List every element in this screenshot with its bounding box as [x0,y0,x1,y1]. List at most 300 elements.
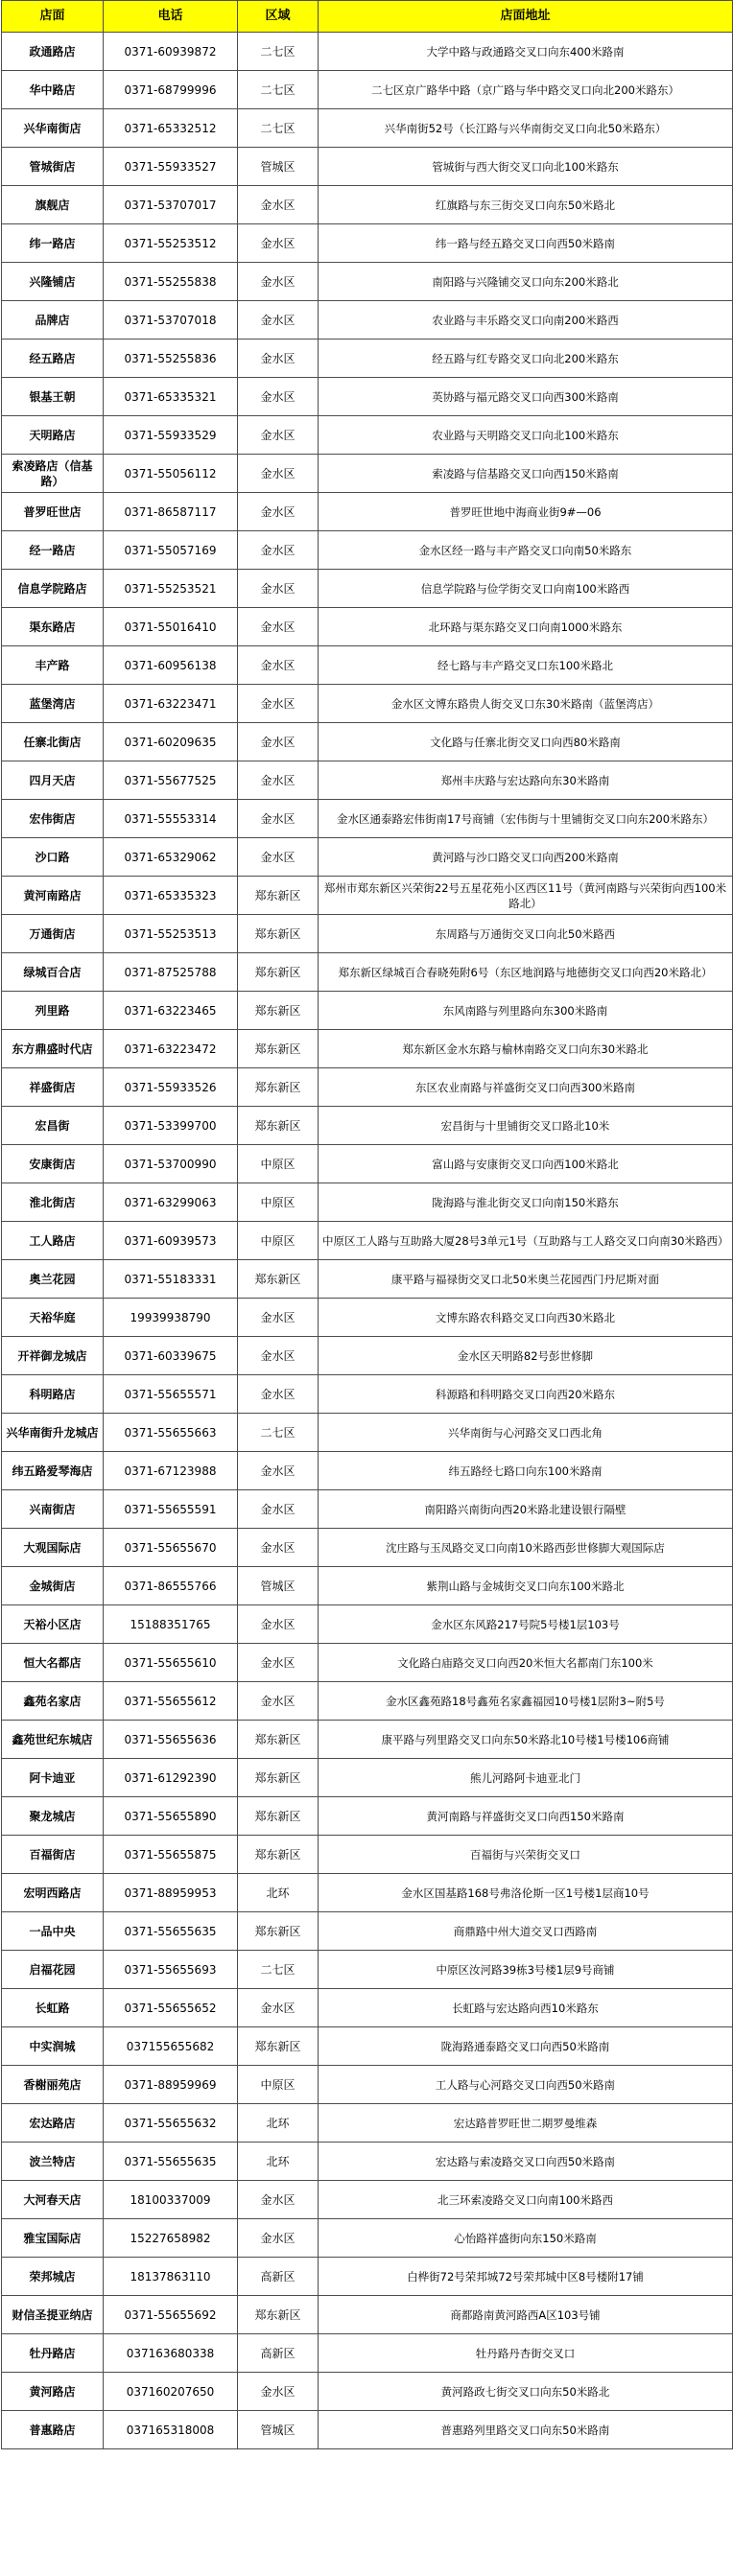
address-cell: 索凌路与信基路交叉口向西150米路南 [319,455,733,493]
table-row [2,1030,733,1068]
address-cell: 郑州丰庆路与宏达路向东30米路南 [319,761,733,800]
store-name-cell: 宏明西路店 [2,1874,104,1912]
phone-cell: 0371-55933526 [104,1068,238,1107]
table-row [2,608,733,646]
address-cell: 金水区通泰路宏伟街南17号商铺（宏伟街与十里铺街交叉口向东200米路东） [319,800,733,838]
address-cell: 红旗路与东三街交叉口向东50米路北 [319,186,733,224]
table-row [2,685,733,723]
table-row [2,1989,733,2027]
area-cell: 郑东新区 [238,1836,319,1874]
phone-cell: 0371-65335321 [104,378,238,416]
phone-cell: 0371-53399700 [104,1107,238,1145]
store-name-cell: 纬一路店 [2,224,104,263]
phone-cell: 037155655682 [104,2027,238,2066]
phone-cell: 0371-55933527 [104,148,238,186]
table-row [2,1068,733,1107]
phone-cell: 0371-60956138 [104,646,238,685]
store-name-cell: 纬五路爱琴海店 [2,1452,104,1490]
address-cell: 熊儿河路阿卡迪亚北门 [319,1759,733,1797]
store-name-cell: 普惠路店 [2,2411,104,2449]
store-name-cell: 绿城百合店 [2,953,104,992]
store-name-cell: 兴隆铺店 [2,263,104,301]
table-row [2,340,733,378]
store-name-cell: 淮北街店 [2,1183,104,1222]
area-cell: 金水区 [238,761,319,800]
area-cell: 金水区 [238,838,319,877]
table-row [2,723,733,761]
address-cell: 牡丹路丹杏街交叉口 [319,2334,733,2373]
table-row [2,877,733,915]
phone-cell: 0371-55655890 [104,1797,238,1836]
address-cell: 沈庄路与玉凤路交叉口向南10米路西彭世修脚大观国际店 [319,1529,733,1567]
phone-cell: 0371-55183331 [104,1260,238,1299]
table-row [2,2104,733,2143]
address-cell: 南阳路兴南街向西20米路北建设银行隔壁 [319,1490,733,1529]
address-cell: 农业路与丰乐路交叉口向南200米路西 [319,301,733,340]
address-cell: 南阳路与兴隆铺交叉口向东200米路北 [319,263,733,301]
table-row [2,531,733,570]
area-cell: 金水区 [238,340,319,378]
area-cell: 北环 [238,2104,319,2143]
phone-cell: 0371-55655652 [104,1989,238,2027]
store-name-cell: 任寨北街店 [2,723,104,761]
address-cell: 二七区京广路华中路（京广路与华中路交叉口向北200米路东） [319,71,733,109]
table-row [2,1375,733,1414]
phone-cell: 0371-68799996 [104,71,238,109]
table-row [2,1529,733,1567]
address-cell: 宏达路普罗旺世二期罗曼维森 [319,2104,733,2143]
address-cell: 紫荆山路与金城街交叉口向东100米路北 [319,1567,733,1605]
store-name-cell: 东方鼎盛时代店 [2,1030,104,1068]
store-name-cell: 大河春天店 [2,2181,104,2219]
area-cell: 二七区 [238,1951,319,1989]
address-cell: 金水区经一路与丰产路交叉口向南50米路东 [319,531,733,570]
store-name-cell: 黄河南路店 [2,877,104,915]
store-name-cell: 品牌店 [2,301,104,340]
phone-cell: 0371-55655610 [104,1644,238,1682]
address-cell: 兴华南街与心河路交叉口西北角 [319,1414,733,1452]
address-cell: 郑东新区金水东路与榆林南路交叉口向东30米路北 [319,1030,733,1068]
area-cell: 高新区 [238,2258,319,2296]
table-row [2,2066,733,2104]
table-row [2,2411,733,2449]
store-name-cell: 蓝堡湾店 [2,685,104,723]
area-cell: 二七区 [238,33,319,71]
area-cell: 二七区 [238,109,319,148]
phone-cell: 0371-55655591 [104,1490,238,1529]
table-row [2,186,733,224]
table-row [2,953,733,992]
address-cell: 文博东路农科路交叉口向西30米路北 [319,1299,733,1337]
store-name-cell: 四月天店 [2,761,104,800]
phone-cell: 0371-60209635 [104,723,238,761]
area-cell: 郑东新区 [238,1068,319,1107]
address-cell: 文化路白庙路交叉口向西20米恒大名都南门东100米 [319,1644,733,1682]
phone-cell: 0371-55655635 [104,1912,238,1951]
header-phone: 电话 [104,1,238,33]
store-name-cell: 经五路店 [2,340,104,378]
area-cell: 金水区 [238,1989,319,2027]
area-cell: 金水区 [238,531,319,570]
phone-cell: 0371-61292390 [104,1759,238,1797]
table-row [2,263,733,301]
phone-cell: 0371-63223471 [104,685,238,723]
table-row [2,1951,733,1989]
phone-cell: 0371-63223472 [104,1030,238,1068]
phone-cell: 0371-88959969 [104,2066,238,2104]
store-name-cell: 中实润城 [2,2027,104,2066]
table-row [2,992,733,1030]
address-cell: 文化路与任寨北街交叉口向西80米路南 [319,723,733,761]
phone-cell: 0371-55655635 [104,2143,238,2181]
store-name-cell: 信息学院路店 [2,570,104,608]
store-name-cell: 渠东路店 [2,608,104,646]
store-name-cell: 兴华南街店 [2,109,104,148]
table-row [2,1759,733,1797]
table-row [2,71,733,109]
area-cell: 金水区 [238,224,319,263]
table-row [2,2219,733,2258]
phone-cell: 0371-55677525 [104,761,238,800]
phone-cell: 0371-55253521 [104,570,238,608]
phone-cell: 037160207650 [104,2373,238,2411]
store-name-cell: 香榭丽苑店 [2,2066,104,2104]
store-name-cell: 管城街店 [2,148,104,186]
table-row [2,1874,733,1912]
phone-cell: 0371-53700990 [104,1145,238,1183]
table-row [2,1912,733,1951]
address-cell: 宏昌街与十里铺街交叉口路北10米 [319,1107,733,1145]
phone-cell: 0371-86587117 [104,493,238,531]
address-cell: 郑东新区绿城百合春晓苑附6号（东区地润路与地德街交叉口向西20米路北） [319,953,733,992]
store-name-cell: 启福花园 [2,1951,104,1989]
address-cell: 郑州市郑东新区兴荣街22号五星花苑小区西区11号（黄河南路与兴荣街向西100米路北） [319,877,733,915]
table-row [2,109,733,148]
address-cell: 心怡路祥盛街向东150米路南 [319,2219,733,2258]
address-cell: 北环路与渠东路交叉口向南1000米路东 [319,608,733,646]
store-name-cell: 黄河路店 [2,2373,104,2411]
table-row [2,301,733,340]
phone-cell: 0371-88959953 [104,1874,238,1912]
area-cell: 郑东新区 [238,877,319,915]
address-cell: 信息学院路与俭学街交叉口向南100米路西 [319,570,733,608]
area-cell: 金水区 [238,1375,319,1414]
store-name-cell: 宏达路店 [2,2104,104,2143]
table-row [2,1836,733,1874]
area-cell: 郑东新区 [238,2027,319,2066]
table-row [2,1682,733,1721]
address-cell: 金水区文博东路贵人街交叉口东30米路南（蓝堡湾店） [319,685,733,723]
phone-cell: 0371-86555766 [104,1567,238,1605]
table-row [2,570,733,608]
phone-cell: 0371-55655612 [104,1682,238,1721]
area-cell: 郑东新区 [238,2296,319,2334]
area-cell: 金水区 [238,723,319,761]
address-cell: 长虹路与宏达路向西10米路东 [319,1989,733,2027]
address-cell: 纬一路与经五路交叉口向西50米路南 [319,224,733,263]
store-name-cell: 鑫苑名家店 [2,1682,104,1721]
table-row [2,1107,733,1145]
phone-cell: 0371-55057169 [104,531,238,570]
address-cell: 金水区天明路82号彭世修脚 [319,1337,733,1375]
address-cell: 白桦街72号荣邦城72号荣邦城中区8号楼附17铺 [319,2258,733,2296]
address-cell: 陇海路通泰路交叉口向西50米路南 [319,2027,733,2066]
table-row [2,493,733,531]
store-name-cell: 经一路店 [2,531,104,570]
area-cell: 郑东新区 [238,1107,319,1145]
address-cell: 富山路与安康街交叉口向西100米路北 [319,1145,733,1183]
area-cell: 管城区 [238,2411,319,2449]
store-name-cell: 旗舰店 [2,186,104,224]
phone-cell: 0371-55655670 [104,1529,238,1567]
table-row [2,1605,733,1644]
area-cell: 金水区 [238,2181,319,2219]
store-name-cell: 牡丹路店 [2,2334,104,2373]
table-row [2,1721,733,1759]
area-cell: 金水区 [238,186,319,224]
address-cell: 康平路与福禄街交叉口北50米奥兰花园西门丹尼斯对面 [319,1260,733,1299]
area-cell: 金水区 [238,416,319,455]
address-cell: 宏达路与索凌路交叉口向西50米路南 [319,2143,733,2181]
table-row [2,1797,733,1836]
area-cell: 北环 [238,1874,319,1912]
address-cell: 金水区鑫苑路18号鑫苑名家鑫福园10号楼1层附3~附5号 [319,1682,733,1721]
header-address: 店面地址 [319,1,733,33]
area-cell: 金水区 [238,1452,319,1490]
phone-cell: 15227658982 [104,2219,238,2258]
area-cell: 金水区 [238,685,319,723]
phone-cell: 0371-60339675 [104,1337,238,1375]
store-name-cell: 荣邦城店 [2,2258,104,2296]
address-cell: 金水区东风路217号院5号楼1层103号 [319,1605,733,1644]
area-cell: 金水区 [238,608,319,646]
phone-cell: 0371-55655663 [104,1414,238,1452]
store-list-table [1,0,733,2449]
phone-cell: 0371-65329062 [104,838,238,877]
header-row [2,1,733,33]
area-cell: 金水区 [238,2219,319,2258]
area-cell: 郑东新区 [238,915,319,953]
area-cell: 金水区 [238,263,319,301]
area-cell: 郑东新区 [238,1912,319,1951]
store-name-cell: 政通路店 [2,33,104,71]
phone-cell: 0371-53707018 [104,301,238,340]
area-cell: 金水区 [238,1490,319,1529]
phone-cell: 18100337009 [104,2181,238,2219]
table-row [2,378,733,416]
header-store-name: 店面 [2,1,104,33]
phone-cell: 0371-55655571 [104,1375,238,1414]
address-cell: 管城街与西大街交叉口向北100米路东 [319,148,733,186]
phone-cell: 0371-63223465 [104,992,238,1030]
store-name-cell: 阿卡迪亚 [2,1759,104,1797]
phone-cell: 037163680338 [104,2334,238,2373]
area-cell: 金水区 [238,1644,319,1682]
address-cell: 东区农业南路与祥盛街交叉口向西300米路南 [319,1068,733,1107]
address-cell: 黄河南路与祥盛街交叉口向西150米路南 [319,1797,733,1836]
address-cell: 黄河路政七街交叉口向东50米路北 [319,2373,733,2411]
address-cell: 商鼎路中州大道交叉口西路南 [319,1912,733,1951]
table-row [2,455,733,493]
table-row [2,2334,733,2373]
area-cell: 郑东新区 [238,953,319,992]
table-row [2,2296,733,2334]
phone-cell: 0371-55253512 [104,224,238,263]
store-name-cell: 恒大名都店 [2,1644,104,1682]
area-cell: 金水区 [238,570,319,608]
address-cell: 东周路与万通街交叉口向北50米路西 [319,915,733,953]
store-name-cell: 兴华南街升龙城店 [2,1414,104,1452]
area-cell: 金水区 [238,493,319,531]
address-cell: 工人路与心河路交叉口向西50米路南 [319,2066,733,2104]
table-row [2,915,733,953]
area-cell: 管城区 [238,1567,319,1605]
address-cell: 大学中路与政通路交叉口向东400米路南 [319,33,733,71]
area-cell: 郑东新区 [238,1721,319,1759]
area-cell: 金水区 [238,1682,319,1721]
address-cell: 东风南路与列里路向东300米路南 [319,992,733,1030]
phone-cell: 0371-55933529 [104,416,238,455]
store-name-cell: 普罗旺世店 [2,493,104,531]
area-cell: 郑东新区 [238,1797,319,1836]
area-cell: 金水区 [238,646,319,685]
store-name-cell: 聚龙城店 [2,1797,104,1836]
table-row [2,1222,733,1260]
area-cell: 北环 [238,2143,319,2181]
phone-cell: 0371-55655636 [104,1721,238,1759]
area-cell: 金水区 [238,2373,319,2411]
store-name-cell: 开祥御龙城店 [2,1337,104,1375]
table-row [2,224,733,263]
phone-cell: 0371-55016410 [104,608,238,646]
address-cell: 科源路和科明路交叉口向西20米路东 [319,1375,733,1414]
phone-cell: 0371-55255838 [104,263,238,301]
phone-cell: 0371-87525788 [104,953,238,992]
area-cell: 金水区 [238,1529,319,1567]
address-cell: 兴华南街52号（长江路与兴华南街交叉口向北50米路东） [319,109,733,148]
address-cell: 商都路南黄河路西A区103号铺 [319,2296,733,2334]
phone-cell: 19939938790 [104,1299,238,1337]
address-cell: 百福街与兴荣街交叉口 [319,1836,733,1874]
address-cell: 康平路与列里路交叉口向东50米路北10号楼1号楼106商铺 [319,1721,733,1759]
phone-cell: 0371-55255836 [104,340,238,378]
address-cell: 纬五路经七路口向东100米路南 [319,1452,733,1490]
area-cell: 金水区 [238,800,319,838]
area-cell: 金水区 [238,1605,319,1644]
area-cell: 中原区 [238,1222,319,1260]
store-name-cell: 沙口路 [2,838,104,877]
table-row [2,2181,733,2219]
area-cell: 金水区 [238,1337,319,1375]
store-name-cell: 宏伟街店 [2,800,104,838]
store-name-cell: 宏昌街 [2,1107,104,1145]
table-row [2,416,733,455]
table-row [2,1414,733,1452]
table-row [2,1644,733,1682]
area-cell: 管城区 [238,148,319,186]
store-name-cell: 天裕小区店 [2,1605,104,1644]
store-name-cell: 一品中央 [2,1912,104,1951]
address-cell: 中原区工人路与互助路大厦28号3单元1号（互助路与工人路交叉口向南30米路西） [319,1222,733,1260]
store-name-cell: 鑫苑世纪东城店 [2,1721,104,1759]
area-cell: 二七区 [238,1414,319,1452]
address-cell: 黄河路与沙口路交叉口向西200米路南 [319,838,733,877]
store-name-cell: 万通街店 [2,915,104,953]
store-name-cell: 金城街店 [2,1567,104,1605]
store-name-cell: 天裕华庭 [2,1299,104,1337]
store-name-cell: 雅宝国际店 [2,2219,104,2258]
phone-cell: 0371-55655632 [104,2104,238,2143]
store-name-cell: 波兰特店 [2,2143,104,2181]
area-cell: 中原区 [238,1145,319,1183]
store-name-cell: 大观国际店 [2,1529,104,1567]
table-row [2,1337,733,1375]
area-cell: 金水区 [238,378,319,416]
store-name-cell: 长虹路 [2,1989,104,2027]
store-name-cell: 丰产路 [2,646,104,685]
table-row [2,1490,733,1529]
table-row [2,1299,733,1337]
store-name-cell: 科明路店 [2,1375,104,1414]
phone-cell: 0371-60939872 [104,33,238,71]
table-row [2,800,733,838]
phone-cell: 0371-55655692 [104,2296,238,2334]
table-row [2,2143,733,2181]
address-cell: 金水区国基路168号弗洛伦斯一区1号楼1层商10号 [319,1874,733,1912]
store-name-cell: 安康街店 [2,1145,104,1183]
phone-cell: 0371-55553314 [104,800,238,838]
phone-cell: 037165318008 [104,2411,238,2449]
address-cell: 普罗旺世地中海商业街9#—06 [319,493,733,531]
table-row [2,2373,733,2411]
area-cell: 高新区 [238,2334,319,2373]
store-name-cell: 兴南街店 [2,1490,104,1529]
table-row [2,33,733,71]
phone-cell: 0371-65335323 [104,877,238,915]
phone-cell: 0371-65332512 [104,109,238,148]
table-row [2,1567,733,1605]
store-name-cell: 财信圣提亚纳店 [2,2296,104,2334]
phone-cell: 0371-55056112 [104,455,238,493]
address-cell: 中原区汝河路39栋3号楼1层9号商铺 [319,1951,733,1989]
area-cell: 二七区 [238,71,319,109]
store-name-cell: 奥兰花园 [2,1260,104,1299]
table-row [2,1183,733,1222]
area-cell: 金水区 [238,1299,319,1337]
phone-cell: 0371-53707017 [104,186,238,224]
area-cell: 郑东新区 [238,992,319,1030]
table-row [2,1452,733,1490]
address-cell: 农业路与天明路交叉口向北100米路东 [319,416,733,455]
table-row [2,761,733,800]
store-name-cell: 天明路店 [2,416,104,455]
store-name-cell: 银基王朝 [2,378,104,416]
address-cell: 英协路与福元路交叉口向西300米路南 [319,378,733,416]
table-row [2,838,733,877]
area-cell: 郑东新区 [238,1260,319,1299]
phone-cell: 0371-55655875 [104,1836,238,1874]
area-cell: 郑东新区 [238,1030,319,1068]
phone-cell: 0371-60939573 [104,1222,238,1260]
store-rows [2,33,733,2449]
area-cell: 金水区 [238,301,319,340]
store-name-cell: 工人路店 [2,1222,104,1260]
table-row [2,2027,733,2066]
table-row [2,2258,733,2296]
table-row [2,1145,733,1183]
phone-cell: 0371-63299063 [104,1183,238,1222]
phone-cell: 0371-67123988 [104,1452,238,1490]
